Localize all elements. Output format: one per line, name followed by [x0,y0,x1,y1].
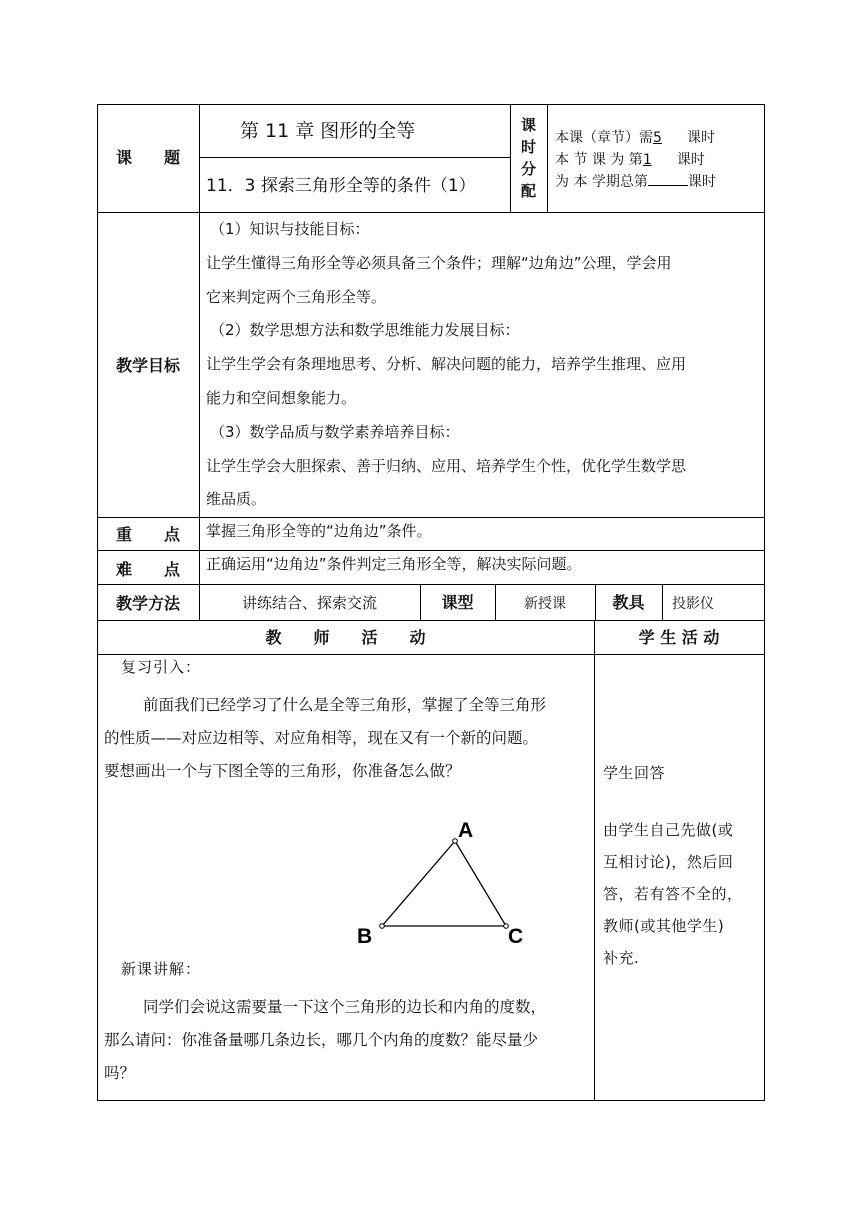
lesson-type-value: 新授课 [524,596,566,612]
objective-line: 能力和空间想象能力。 [206,388,357,407]
objective-line: 让学生学会大胆探索、善于归纳、应用、培养学生个性，优化学生数学思 [206,456,687,475]
review-heading: 复习引入： [121,658,202,676]
student-line: 互相讨论)，然后回 [603,853,734,871]
vertex-c-label: C [508,925,524,948]
hours-suffix: 课时 [687,130,715,146]
new-lesson-line: 吗？ [104,1064,136,1082]
method-col-divider [662,584,663,620]
hours-label-char: 时 [520,138,536,156]
row-divider [97,584,765,585]
topic-label: 课 题 [115,148,180,167]
review-line: 前面我们已经学习了什么是全等三角形，掌握了全等三角形 [143,696,547,714]
teaching-aid-label: 教具 [612,593,645,612]
teacher-activity-heading: 教 师 活 动 [265,628,426,647]
header-divider [199,157,510,158]
hours-prefix: 本 节 课 为 第 [555,152,643,168]
hours-suffix: 课时 [676,152,705,168]
student-answer: 学生回答 [603,764,666,782]
objectives-label: 教学目标 [115,356,180,375]
objective-line: 维品质。 [206,490,267,509]
teaching-aid-value: 投影仪 [672,596,714,612]
hours-label [510,114,547,202]
section-title: 11．3 探索三角形全等的条件（1） [206,176,476,196]
hours-line-2 [555,149,760,171]
table-border-top [97,104,765,105]
new-lesson-line: 那么请问：你准备量哪几条边长，哪几个内角的度数？能尽量少 [104,1031,539,1049]
row-divider [97,654,765,655]
difficulty-label: 难 点 [115,560,180,579]
lesson-type-label: 课型 [441,593,474,612]
review-line: 的性质——对应边相等、对应角相等，现在又有一个新的问题。 [104,729,539,747]
student-line: 答，若有答不全的， [603,885,743,903]
vertex-b-label: B [357,925,373,948]
objective-line: 让学生懂得三角形全等必须具备三个条件；理解“边角边”公理，学会用 [206,253,672,272]
objective-line: 它来判定两个三角形全等。 [206,287,387,306]
objectives-text [206,213,762,517]
hours-allocation [555,127,760,193]
review-line: 要想画出一个与下图全等的三角形，你准备怎么做？ [104,762,461,780]
hours-line-3 [555,171,760,193]
student-activity-heading: 学 生 活 动 [638,628,720,647]
hours-prefix: 本课（章节）需 [555,130,653,146]
label-column-divider [199,104,200,620]
key-point-label: 重 点 [115,525,180,544]
objective-line: （2）数学思想方法和数学思维能力发展目标： [210,321,520,340]
student-line: 补充. [603,949,640,967]
vertex-a-point [453,839,458,844]
student-line: 教师(或其他学生) [603,917,725,935]
hours-suffix: 课时 [687,174,716,190]
new-lesson-line: 同学们会说这需要量一下这个三角形的边长和内角的度数， [143,998,547,1016]
vertex-b-point [380,924,385,929]
activity-col-divider [594,620,595,1101]
triangle-abc [382,841,506,926]
row-divider [97,550,765,551]
hours-value-blank [648,171,688,186]
row-divider [97,620,765,621]
table-border-right [764,104,765,1101]
table-border-bottom [97,1100,765,1101]
vertex-a-label: A [458,819,474,842]
hours-line-1 [555,127,760,149]
key-point-text: 掌握三角形全等的“边角边”条件。 [206,522,432,540]
new-lesson-heading: 新课讲解： [121,960,202,978]
student-instructions [603,814,763,974]
method-label: 教学方法 [115,594,180,613]
difficulty-text: 正确运用“边角边”条件判定三角形全等，解决实际问题。 [206,555,582,573]
chapter-title: 第 11 章 图形的全等 [240,120,416,142]
new-lesson-text [104,991,592,1090]
student-line: 由学生自己先做(或 [603,821,734,839]
triangle-figure [340,810,540,950]
hours-label-char: 分 [520,160,536,178]
method-value: 讲练结合、探索交流 [241,594,377,612]
hours-value: 1 [642,152,652,168]
review-text [104,689,592,788]
hours-prefix: 为 本 学期总第 [555,174,648,190]
objective-line: （3）数学品质与数学素养培养目标： [210,422,460,441]
hours-label-char: 配 [520,182,536,200]
objective-line: （1）知识与技能目标： [210,220,370,238]
hours-value: 5 [653,130,662,146]
hours-label-char: 课 [520,116,536,134]
header-col-divider [547,104,548,212]
objective-line: 让学生学会有条理地思考、分析、解决问题的能力，培养学生推理、应用 [206,355,687,374]
